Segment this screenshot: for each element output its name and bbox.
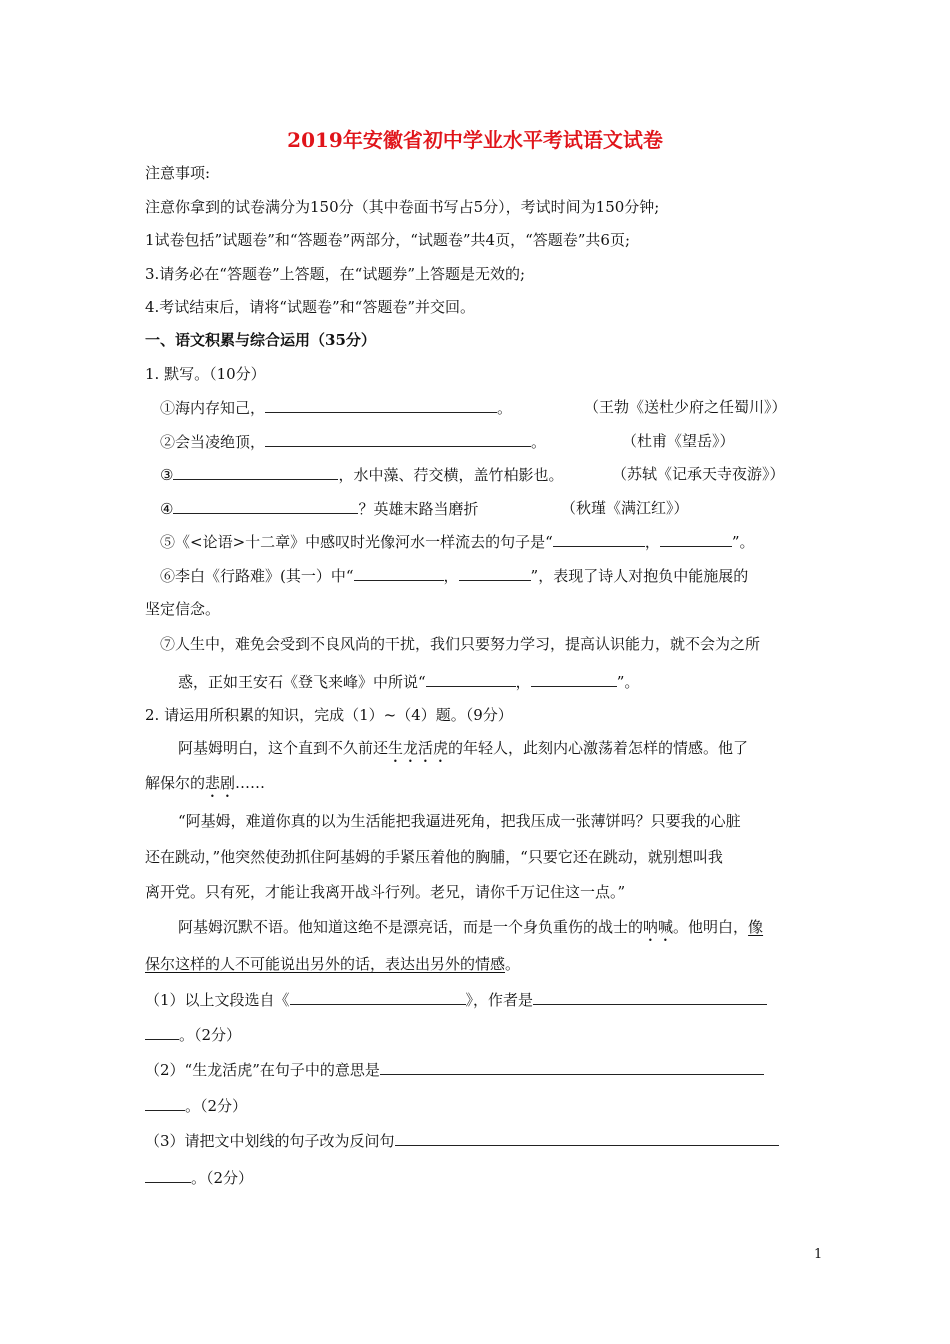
sub-question-text: 。（2分） [179, 1026, 242, 1044]
underlined-text: 像 [748, 918, 764, 936]
answer-blank[interactable] [660, 530, 732, 547]
item-text: ？英雄末路当磨折 [358, 500, 479, 518]
passage-line: 还在跳动，”他突然使劲抓住阿基姆的手紧压着他的胸脯，“只要它还在跳动，就别想叫我 [145, 848, 723, 866]
item-text: ①海内存知己， [160, 399, 266, 417]
sub-question [145, 1058, 764, 1081]
notice-item: 1试卷包括”试题卷”和“答题卷”两部分，“试题卷”共4页，“答题卷”共6页; [145, 231, 631, 249]
item-text: 。 [497, 399, 513, 417]
item-text: ②会当凌绝顶， [160, 433, 266, 451]
item-text: ⑥李白《行路难》(其一）中“ [160, 567, 354, 585]
answer-blank[interactable] [173, 497, 358, 514]
passage-line: “阿基姆，难道你真的以为生活能把我逼进死角，把我压成一张薄饼吗？只要我的心脏 [178, 812, 741, 830]
sub-question-text: （1）以上文段选自《 [145, 991, 290, 1009]
recitation-item [160, 530, 755, 553]
question-label: 2. 请运用所积累的知识，完成（1）~（4）题。（9分） [145, 706, 513, 724]
answer-blank[interactable] [173, 463, 338, 480]
sub-question-text: 。（2分） [185, 1097, 248, 1115]
recitation-item [160, 497, 478, 520]
passage-text: 。他明白， [673, 918, 749, 936]
sub-question-text: 》，作者是 [465, 991, 534, 1009]
item-source: （苏轼《记承天寺夜游》） [612, 465, 785, 483]
passage-line [178, 916, 763, 945]
passage-text: 阿基姆明白，这个直到不久前还 [178, 739, 389, 757]
passage-line [178, 737, 748, 766]
page-number: 1 [814, 1247, 823, 1262]
item-text: ⑤《<论语>十二章》中感叹时光像河水一样流去的句子是“ [160, 533, 553, 551]
item-text: ”。 [616, 673, 640, 691]
answer-blank[interactable] [354, 564, 444, 581]
item-text: ④ [160, 500, 174, 518]
item-text: ③ [160, 466, 174, 484]
passage-line [145, 772, 265, 801]
sub-question [145, 1094, 247, 1117]
question-label: 1. 默写。（10分） [145, 365, 266, 383]
answer-blank[interactable] [145, 1166, 191, 1183]
notice-item: 注意你拿到的试卷满分为150分（其中卷面书写占5分），考试时间为150分钟; [145, 198, 660, 216]
sub-question [145, 988, 767, 1011]
item-continuation: 坚定信念。 [145, 600, 221, 618]
section-heading: 一、语文积累与综合运用（35分） [145, 331, 376, 349]
answer-blank[interactable] [395, 1129, 779, 1146]
recitation-item [178, 670, 639, 693]
notice-heading: 注意事项: [145, 164, 211, 182]
answer-blank[interactable] [290, 988, 466, 1005]
answer-blank[interactable] [380, 1058, 764, 1075]
item-text: ， [515, 673, 531, 691]
exam-title: 2019年安徽省初中学业水平考试语文试卷 [287, 128, 663, 152]
sub-question-text: （3）请把文中划线的句子改为反问句 [145, 1132, 395, 1150]
answer-blank[interactable] [145, 1023, 179, 1040]
answer-blank[interactable] [533, 988, 767, 1005]
item-text: ，水中藻、荇交横，盖竹柏影也。 [338, 466, 564, 484]
item-text: ， [443, 567, 459, 585]
item-text: 。 [531, 433, 547, 451]
answer-blank[interactable] [145, 1094, 185, 1111]
passage-line [145, 953, 520, 975]
answer-blank[interactable] [265, 430, 531, 447]
answer-blank[interactable] [553, 530, 645, 547]
item-source: （秋瑾《满江红》） [561, 499, 689, 517]
item-text: ”。 [731, 533, 755, 551]
emphasized-word: 悲剧 [205, 774, 236, 792]
recitation-item [160, 430, 546, 453]
underlined-text: 保尔这样的人不可能说出另外的话，表达出另外的情感 [145, 955, 506, 973]
answer-blank[interactable] [426, 670, 516, 687]
passage-text: …… [235, 774, 266, 792]
notice-item: 4.考试结束后，请将“试题卷”和“答题卷”并交回。 [145, 298, 475, 316]
passage-text: 阿基姆沉默不语。他知道这绝不是漂亮话，而是一个身负重伤的战士的 [178, 918, 644, 936]
item-text: 惑，正如王安石《登飞来峰》中所说“ [178, 673, 426, 691]
sub-question-text: （2）“生龙活虎”在句子中的意思是 [145, 1061, 380, 1079]
passage-text: 解保尔的 [145, 774, 206, 792]
notice-item: 3.请务必在“答题卷”上答题，在“试题券”上答题是无效的; [145, 265, 526, 283]
item-text: ”，表现了诗人对抱负中能施展的 [530, 567, 749, 585]
item-source: （杜甫《望岳》） [622, 432, 735, 450]
sub-question [145, 1166, 253, 1189]
sub-question [145, 1129, 779, 1152]
passage-line: 离开党。只有死，才能让我离开战斗行列。老兄，请你千万记住这一点。” [145, 883, 626, 901]
sub-question-text: 。（2分） [191, 1169, 254, 1187]
recitation-item [160, 396, 512, 419]
answer-blank[interactable] [459, 564, 531, 581]
answer-blank[interactable] [265, 396, 497, 413]
recitation-item [160, 564, 748, 587]
sub-question [145, 1023, 241, 1046]
emphasized-word: 呐喊 [643, 918, 674, 936]
passage-text: 的年轻人，此刻内心激荡着怎样的情感。他了 [448, 739, 749, 757]
item-source: （王勃《送杜少府之任蜀川》） [584, 398, 787, 416]
answer-blank[interactable] [531, 670, 617, 687]
passage-text: 。 [505, 955, 521, 973]
item-text: ， [644, 533, 660, 551]
emphasized-word: 生龙活虎 [388, 739, 449, 757]
recitation-item [160, 463, 563, 486]
recitation-item: ⑦人生中，难免会受到不良风尚的干扰，我们只要努力学习，提高认识能力，就不会为之所 [160, 635, 761, 653]
